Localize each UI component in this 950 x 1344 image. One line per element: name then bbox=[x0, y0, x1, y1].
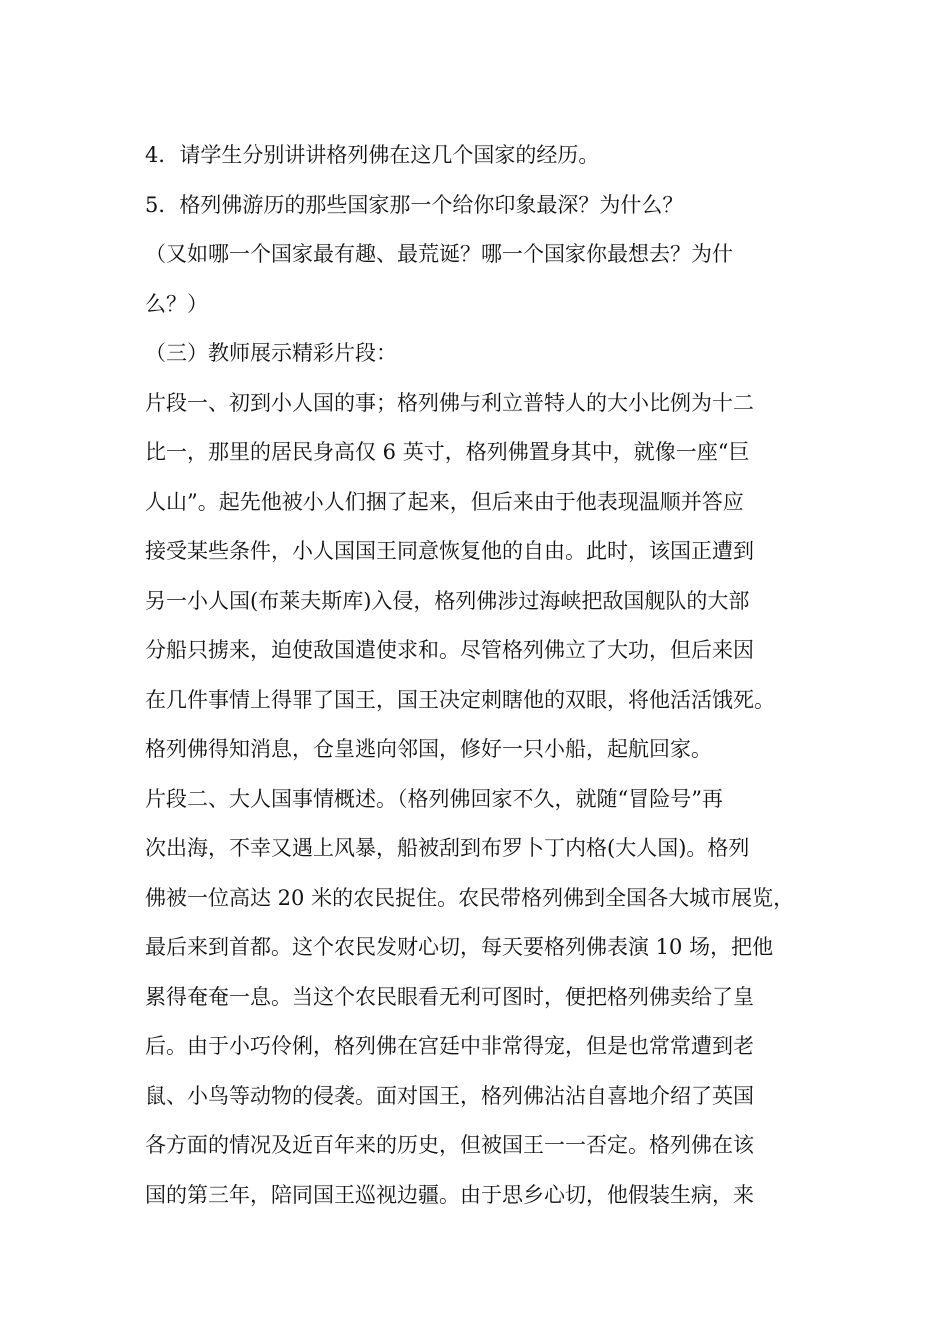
text-line: 另一小人国(布莱夫斯库)入侵，格列佛涉过海峡把敌国舰队的大部 bbox=[145, 588, 750, 613]
text-line: 国的第三年，陪同国王巡视边疆。由于思乡心切，他假装生病，来 bbox=[145, 1182, 754, 1207]
text-line: 次出海，不幸又遇上风暴，船被刮到布罗卜丁内格(大人国)。格列 bbox=[145, 836, 750, 860]
list-item-4 bbox=[145, 138, 825, 173]
text-line: 5．格列佛游历的那些国家那一个给你印象最深？为什么？ bbox=[145, 192, 684, 217]
fragment-1 bbox=[145, 386, 825, 768]
text-line: 格列佛得知消息，仓皇逃向邻国，修好一只小船，起航回家。 bbox=[145, 737, 712, 761]
item5-note bbox=[145, 237, 825, 322]
text-line: 片段一、初到小人国的事；格列佛与利立普特人的大小比例为十二 bbox=[145, 390, 754, 415]
section-heading bbox=[145, 336, 825, 371]
text-line: 4．请学生分别讲讲格列佛在这几个国家的经历。 bbox=[145, 143, 600, 167]
text-line: 比一，那里的居民身高仅 6 英寸，格列佛置身其中，就像一座“巨 bbox=[145, 440, 750, 464]
text-line: 累得奄奄一息。当这个农民眼看无利可图时，便把格列佛卖给了皇 bbox=[145, 984, 754, 1009]
document-page bbox=[145, 138, 825, 1227]
text-line: （三）教师展示精彩片段： bbox=[145, 341, 397, 365]
text-line: 各方面的情况及近百年来的历史，但被国王一一否定。格列佛在该 bbox=[145, 1133, 754, 1157]
text-line: 佛被一位高达 20 米的农民捉住。农民带格列佛到全国各大城市展览， bbox=[145, 885, 795, 910]
text-line: （又如哪一个国家最有趣、最荒诞？哪一个国家你最想去？为什 bbox=[145, 242, 733, 266]
fragment-2 bbox=[145, 782, 825, 1213]
text-line: 最后来到首都。这个农民发财心切，每天要格列佛表演 10 场，把他 bbox=[145, 935, 774, 959]
text-line: 分船只掳来，迫使敌国遣使求和。尽管格列佛立了大功，但后来因 bbox=[145, 638, 754, 662]
text-line: 在几件事情上得罪了国王，国王决定刺瞎他的双眼，将他活活饿死。 bbox=[145, 687, 775, 712]
text-line: 么？） bbox=[145, 291, 208, 316]
list-item-5 bbox=[145, 188, 825, 223]
text-line: 人山”。起先他被小人们捆了起来，但后来由于他表现温顺并答应 bbox=[145, 489, 744, 514]
text-line: 鼠、小鸟等动物的侵袭。面对国王，格列佛沾沾自喜地介绍了英国 bbox=[145, 1083, 754, 1108]
text-line: 片段二、大人国事情概述。（格列佛回家不久，就随“冒险号”再 bbox=[145, 786, 723, 811]
text-line: 接受某些条件，小人国国王同意恢复他的自由。此时，该国正遭到 bbox=[145, 539, 754, 563]
text-line: 后。由于小巧伶俐，格列佛在宫廷中非常得宠，但是也常常遭到老 bbox=[145, 1034, 754, 1058]
